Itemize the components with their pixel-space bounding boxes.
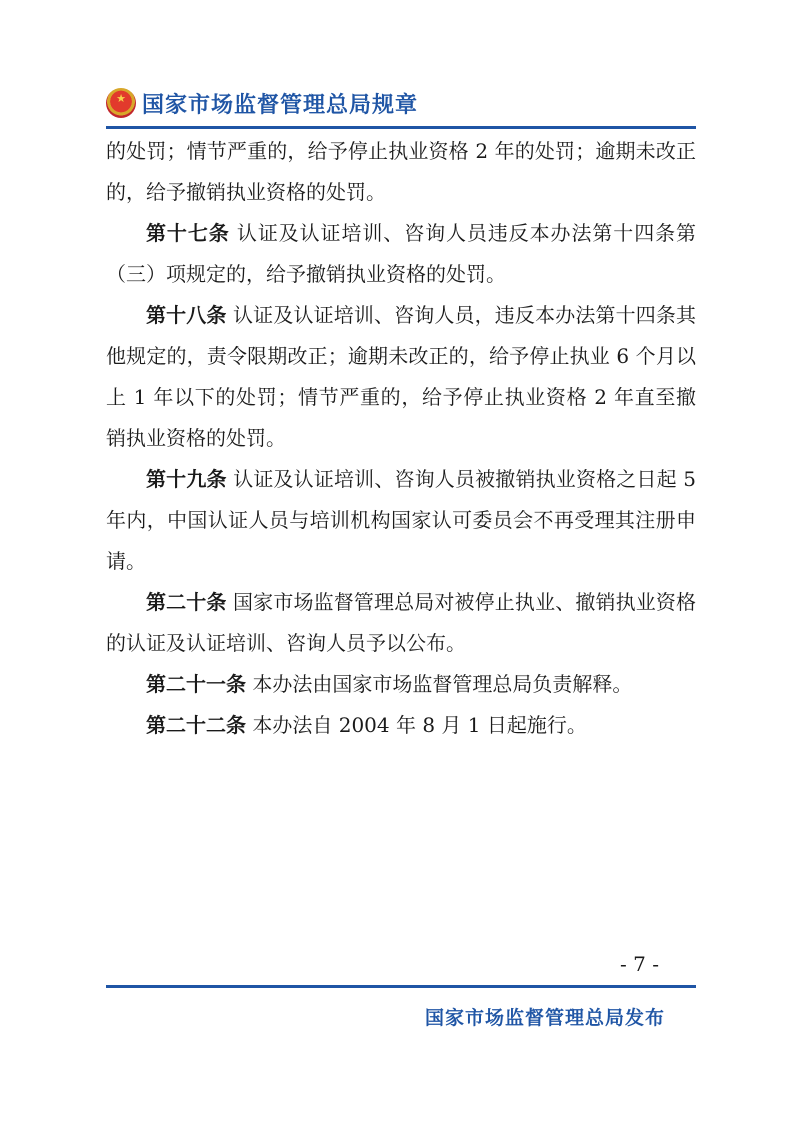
article-text: 认证及认证培训、咨询人员被撤销执业资格之日起 5 年内，中国认证人员与培训机构国家认可委员会不再受理其注册申请。 [106,467,697,573]
header-title: 国家市场监督管理总局规章 [142,92,419,118]
article-text: 国家市场监督管理总局对被停止执业、撤销执业资格的认证及认证培训、咨询人员予以公布。 [106,590,697,655]
article-text: 认证及认证培训、咨询人员违反本办法第十四条第（三）项规定的，给予撤销执业资格的处罚。 [106,221,697,286]
article-text: 本办法自 2004 年 8 月 1 日起施行。 [252,713,587,737]
page-number: - 7 - [620,952,659,976]
article-label: 第十八条 [146,303,227,327]
article-label: 第二十二条 [146,713,246,737]
article-19 [106,459,696,582]
article-label: 第十七条 [146,221,230,245]
document-header [106,86,418,120]
article-17 [106,213,696,295]
document-body [106,131,696,746]
article-text: 认证及认证培训、咨询人员，违反本办法第十四条其他规定的，责令限期改正；逾期未改正的，给予停止执业 6 个月以上 1 年以下的处罚；情节严重的，给予停止执业资格 2 年直至撤销执业资格的处罚。 [106,303,697,450]
article-20 [106,582,696,664]
article-18 [106,295,696,459]
article-label: 第二十一条 [146,672,246,696]
national-emblem-icon [106,88,136,118]
footer-publisher: 国家市场监督管理总局发布 [424,1007,665,1029]
article-22 [106,705,696,746]
article-text: 本办法由国家市场监督管理总局负责解释。 [252,672,633,696]
article-label: 第二十条 [146,590,227,614]
article-21 [106,664,696,705]
header-divider [106,126,696,129]
continued-paragraph: 的处罚；情节严重的，给予停止执业资格 2 年的处罚；逾期未改正的，给予撤销执业资格的处罚。 [106,139,696,204]
footer-divider [106,985,696,988]
article-label: 第十九条 [146,467,227,491]
